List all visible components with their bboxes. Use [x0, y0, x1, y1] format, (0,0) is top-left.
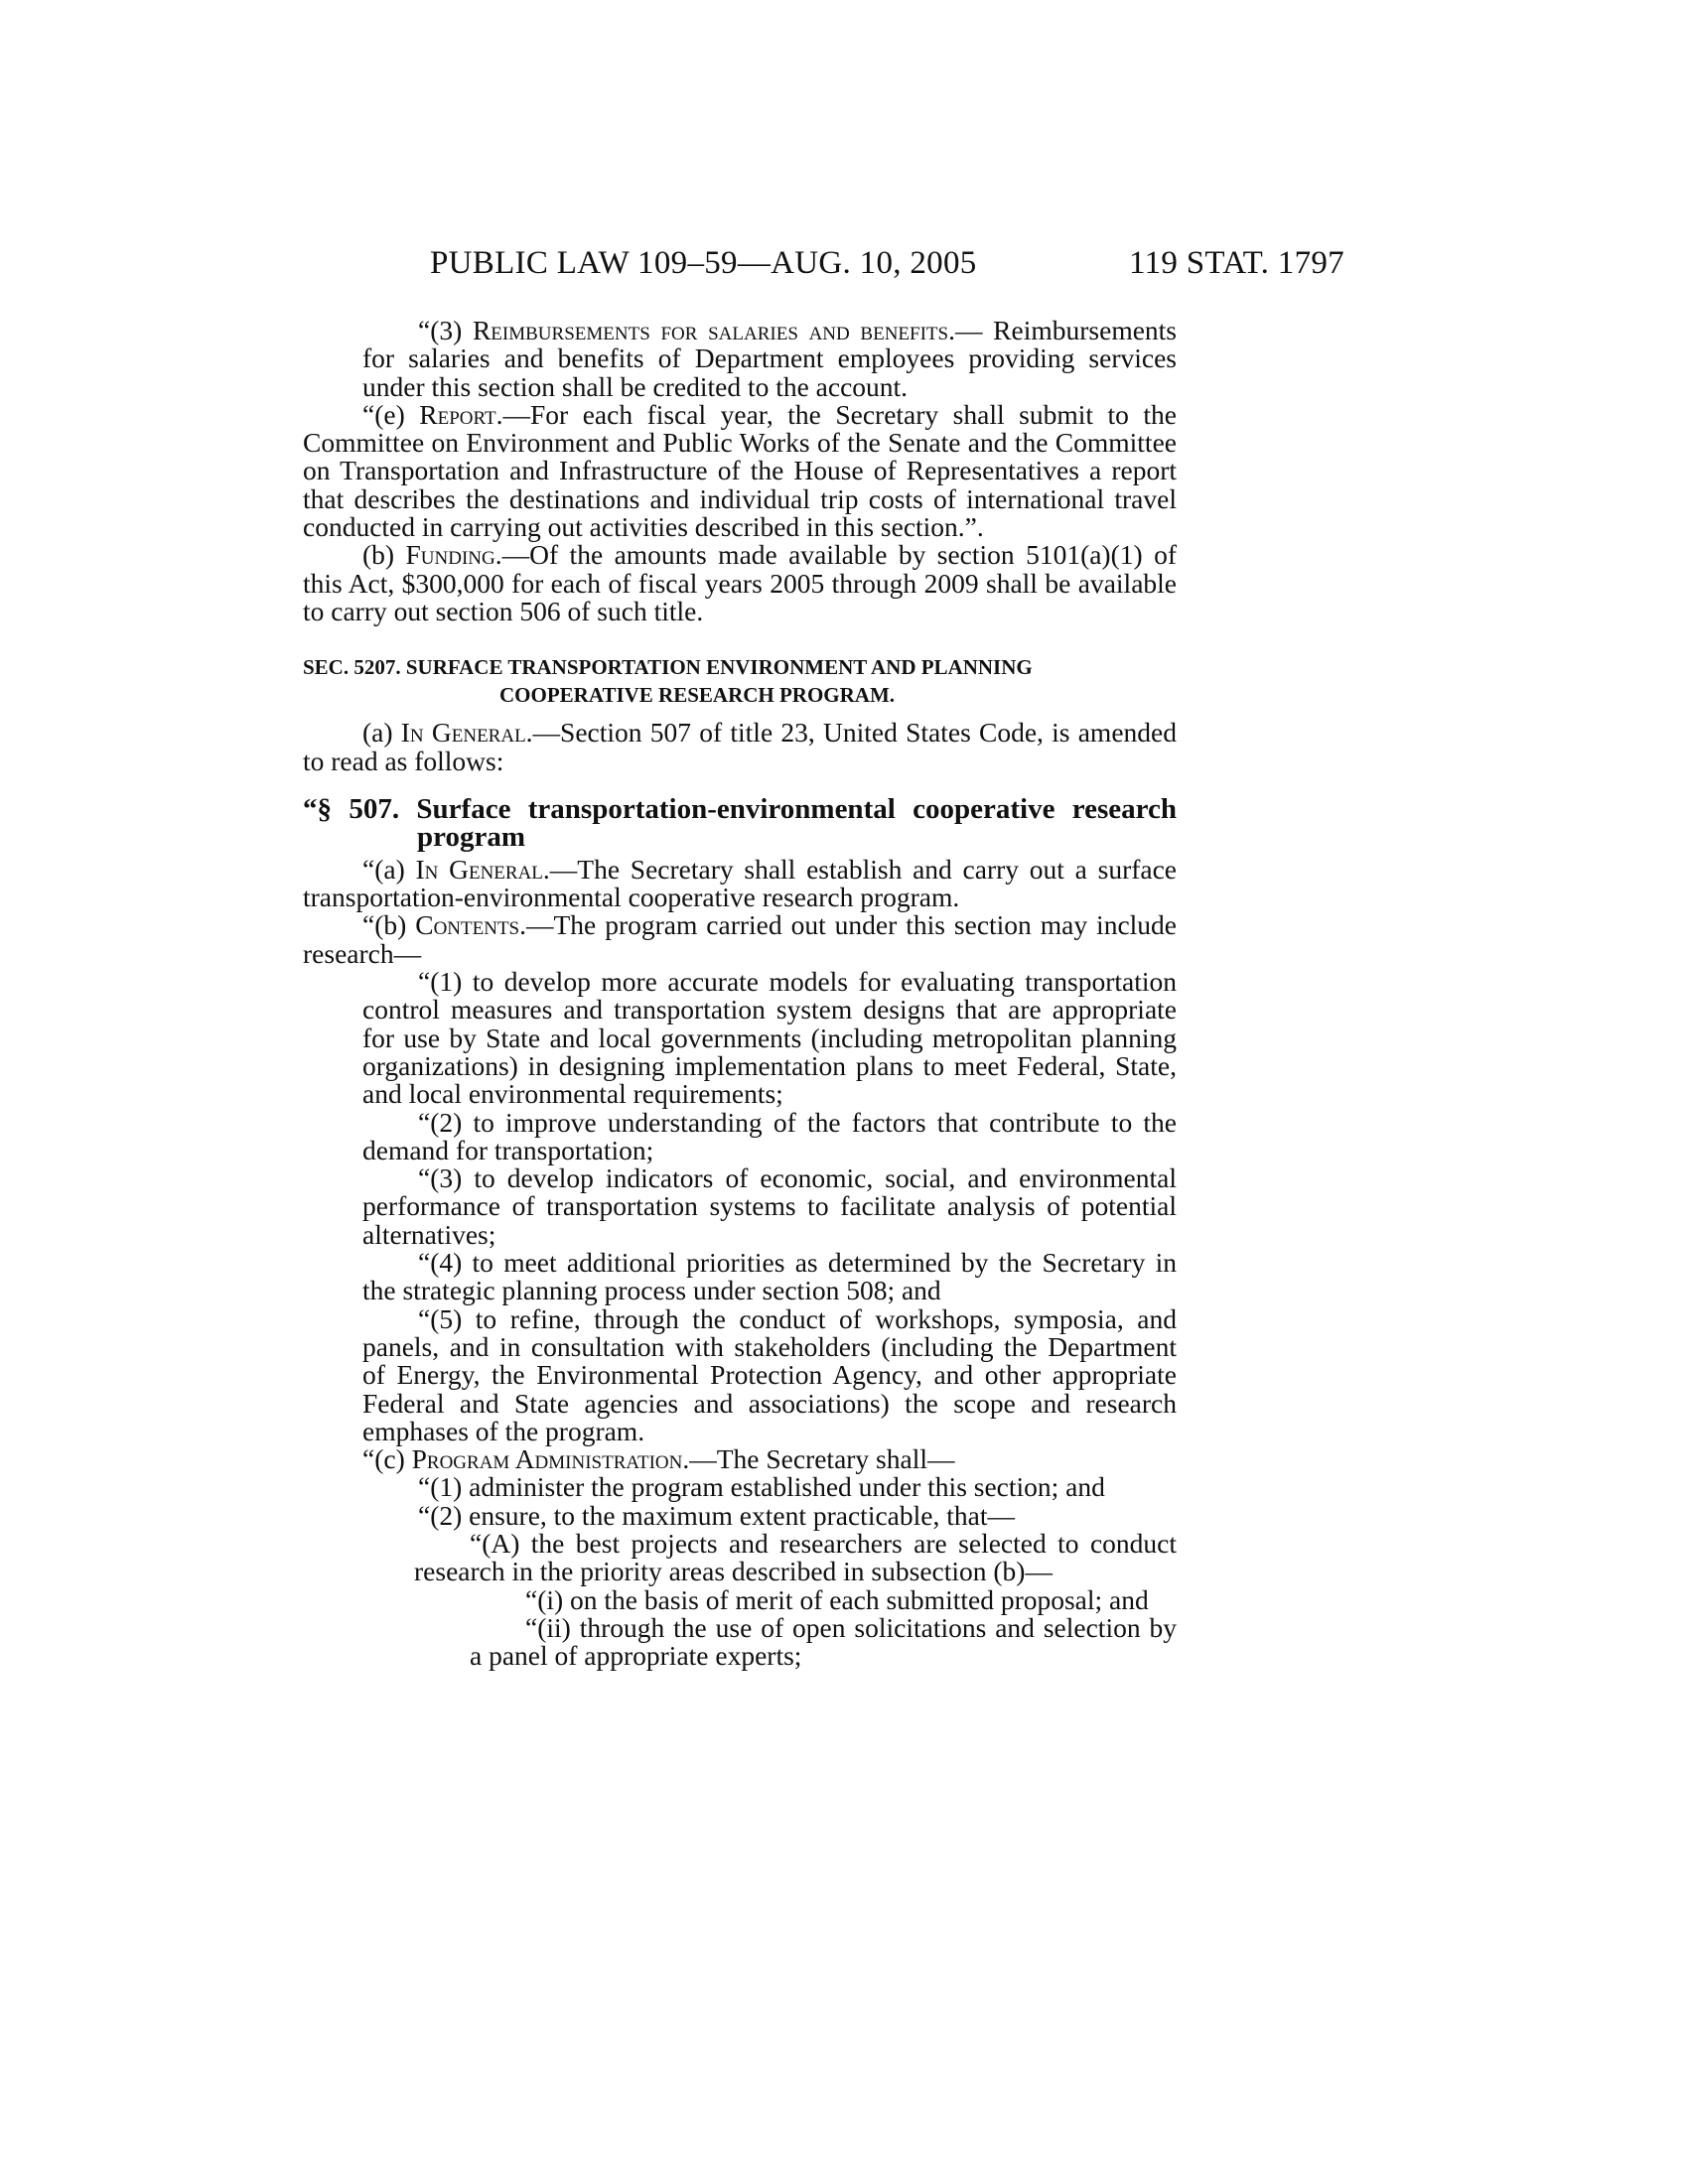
paragraph-b-contents: “(b) Contents.—The program carried out under this section may include research— — [303, 909, 1177, 969]
paragraph-heading: In General. — [400, 717, 533, 749]
paragraph-report: “(e) Report.—For each fiscal year, the Secretary shall submit to the Committee on Environment and Public Works of the Senate and the Committee on Transportation and Infrastructure of the House of Representatives a report that describes the destinations and individual trip costs of international travel conducted in carrying out activities described in this section.”. — [303, 398, 1178, 543]
list-item-c2: “(2) ensure, to the maximum extent practicable, that— — [418, 1499, 1015, 1531]
list-item-b2: “(2) to improve understanding of the factors that contribute to the demand for transportation; — [362, 1106, 1177, 1165]
paragraph-reimbursements: “(3) Reimbursements for salaries and benefits.— Reimbursements for salaries and benefits of Department employees providing services under this section shall be credited to the account. — [362, 315, 1178, 402]
list-item-b5: “(5) to refine, through the conduct of workshops, symposia, and panels, and in consultation with stakeholders (including the Department of Energy, the Environmental Protection Agency, and other appropriate Federal and State agencies and associations) the scope and research emphases of the program. — [362, 1302, 1177, 1446]
paragraph-c-program-administration: “(c) Program Administration.—The Secretary shall— — [362, 1443, 955, 1475]
paragraph-heading: Program Administration. — [411, 1443, 690, 1475]
paragraph-heading: Funding. — [405, 539, 502, 571]
section-heading-5207: SEC. 5207. SURFACE TRANSPORTATION ENVIRONMENT AND PLANNING COOPERATIVE RESEARCH PROGRAM. — [303, 655, 1033, 708]
list-item-b3: “(3) to develop indicators of economic, social, and environmental performance of transportation systems to facilitate analysis of potential alternatives; — [362, 1162, 1177, 1250]
document-body — [303, 317, 1177, 1670]
list-item-b4: “(4) to meet additional priorities as determined by the Secretary in the strategic planning process under section 508; and — [362, 1247, 1177, 1306]
list-item-cii: “(ii) through the use of open solicitations and selection by a panel of appropriate experts; — [470, 1611, 1177, 1672]
running-head-title: PUBLIC LAW 109–59—AUG. 10, 2005 — [430, 245, 977, 281]
list-item-ci: “(i) on the basis of merit of each submitted proposal; and — [525, 1583, 1149, 1615]
paragraph-heading: Report. — [419, 398, 503, 430]
page-header — [0, 245, 1688, 285]
list-item-c1: “(1) administer the program established under this section; and — [418, 1471, 1105, 1503]
paragraph-a-in-general: “(a) In General.—The Secretary shall establish and carry out a surface transportation-environmental cooperative research program. — [303, 853, 1178, 913]
paragraph-in-general: (a) In General.—Section 507 of title 23, United States Code, is amended to read as follows: — [303, 717, 1177, 776]
section-title-507: “§ 507. Surface transportation-environmental cooperative research program — [303, 792, 1177, 854]
paragraph-funding: (b) Funding.—Of the amounts made available by section 5101(a)(1) of this Act, $300,000 for each of fiscal years 2005 through 2009 shall be available to carry out section 506 of such title. — [303, 539, 1177, 626]
list-item-cA: “(A) the best projects and researchers are selected to conduct research in the priority areas described in subsection (b)— — [414, 1527, 1177, 1587]
page-number: 119 STAT. 1797 — [1129, 245, 1344, 281]
list-item-b1: “(1) to develop more accurate models for evaluating transportation control measures and transportation system designs that are appropriate for use by State and local governments (including metropolitan planning organizations) in designing implementation plans to meet Federal, State, and local environmental requirements; — [362, 966, 1177, 1110]
paragraph-heading: Contents. — [415, 909, 526, 941]
paragraph-heading: In General. — [415, 853, 550, 885]
paragraph-heading: Reimbursements for salaries and benefits. — [472, 315, 955, 345]
